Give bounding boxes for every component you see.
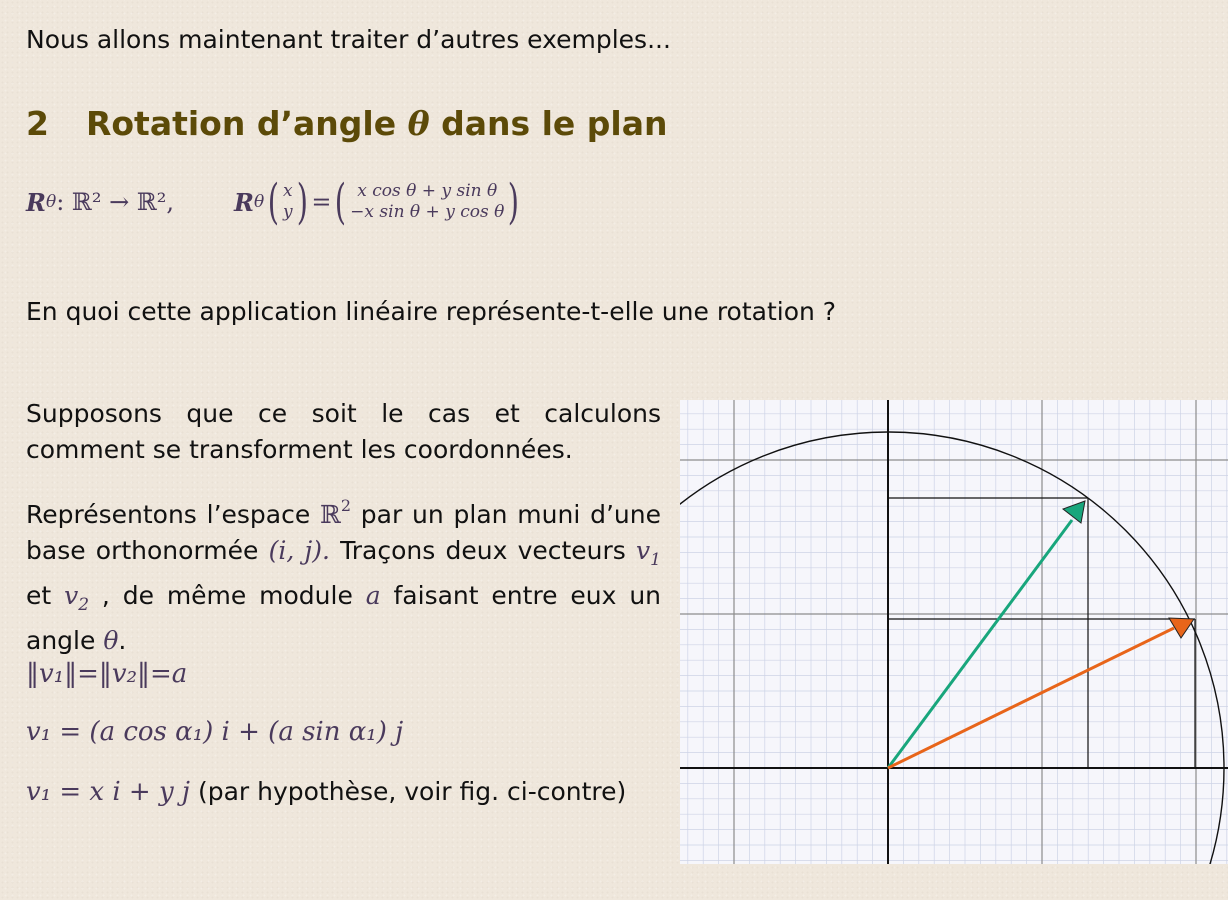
para2-v2-index: 2 <box>78 595 90 615</box>
formula-equals: = <box>311 188 332 216</box>
rotation-figure <box>680 400 1228 864</box>
para2-v2-letter: v <box>64 581 79 610</box>
para2-end: . <box>118 626 127 655</box>
left-paren: ( <box>267 174 280 230</box>
formula-R-2: R <box>234 187 254 217</box>
para2-theta: θ <box>103 626 119 655</box>
para2-v2 <box>64 581 90 615</box>
section-title-end: dans le plan <box>441 104 668 143</box>
para2-part4: , de même module <box>101 581 353 610</box>
question-text: En quoi cette application linéaire représente-t-elle une rotation ? <box>26 297 837 326</box>
section-heading <box>26 104 668 143</box>
left-paren-2: ( <box>335 174 347 230</box>
output-row-2: −x sin θ + y cos θ <box>350 202 505 222</box>
para2-v1 <box>636 536 661 570</box>
right-paren-2: ) <box>508 174 520 230</box>
figure-background <box>680 400 1228 864</box>
section-number: 2 <box>26 104 49 143</box>
para2-part3: Traçons deux vecteurs <box>340 536 626 565</box>
input-x: x <box>282 181 293 201</box>
input-vector <box>283 181 293 223</box>
intro-text: Nous allons maintenant traiter d’autres exemples... <box>26 25 671 54</box>
equation-v1-polar: v₁ = (a cos α₁) i + (a sin α₁) j <box>26 717 404 747</box>
para2-v1-index: 1 <box>650 550 661 570</box>
section-title-theta: θ <box>407 104 430 143</box>
section-title-start: Rotation d’angle <box>85 104 397 143</box>
para2-et: et <box>26 581 52 610</box>
rotation-formula <box>26 172 523 232</box>
right-paren: ) <box>296 174 308 230</box>
formula-R: R <box>26 187 46 217</box>
equation-v1-cartesian <box>26 774 626 810</box>
formula-domain-map: : ℝ² → ℝ², <box>56 188 175 216</box>
para2-R: ℝ <box>320 500 341 529</box>
para2-a: a <box>365 581 381 610</box>
formula-theta-sub: θ <box>45 192 57 212</box>
paragraph-1: Supposons que ce soit le cas et calculons comment se transforment les coordonnées. <box>26 399 661 464</box>
paragraph-2 <box>26 488 661 659</box>
para2-R2 <box>320 496 351 529</box>
para2-part2: par un plan muni d’une base orthonormée <box>26 500 661 565</box>
para2-v1-letter: v <box>636 536 651 565</box>
equation-norms: ‖v₁‖=‖v₂‖=a <box>26 659 188 689</box>
para2-part1: Représentons l’espace <box>26 500 311 529</box>
para2-basis: (i, j). <box>268 536 330 565</box>
output-row-1: x cos θ + y sin θ <box>357 181 498 201</box>
para2-part5: faisant entre eux un angle <box>26 581 662 655</box>
equation-v1-cartesian-math: v₁ = x i + y j <box>26 777 190 807</box>
equation-v1-note: (par hypothèse, voir fig. ci-contre) <box>197 777 627 806</box>
formula-theta-sub-2: θ <box>254 192 265 212</box>
output-vector <box>350 181 504 223</box>
input-y: y <box>282 202 293 222</box>
para2-R-exp: 2 <box>340 496 351 515</box>
